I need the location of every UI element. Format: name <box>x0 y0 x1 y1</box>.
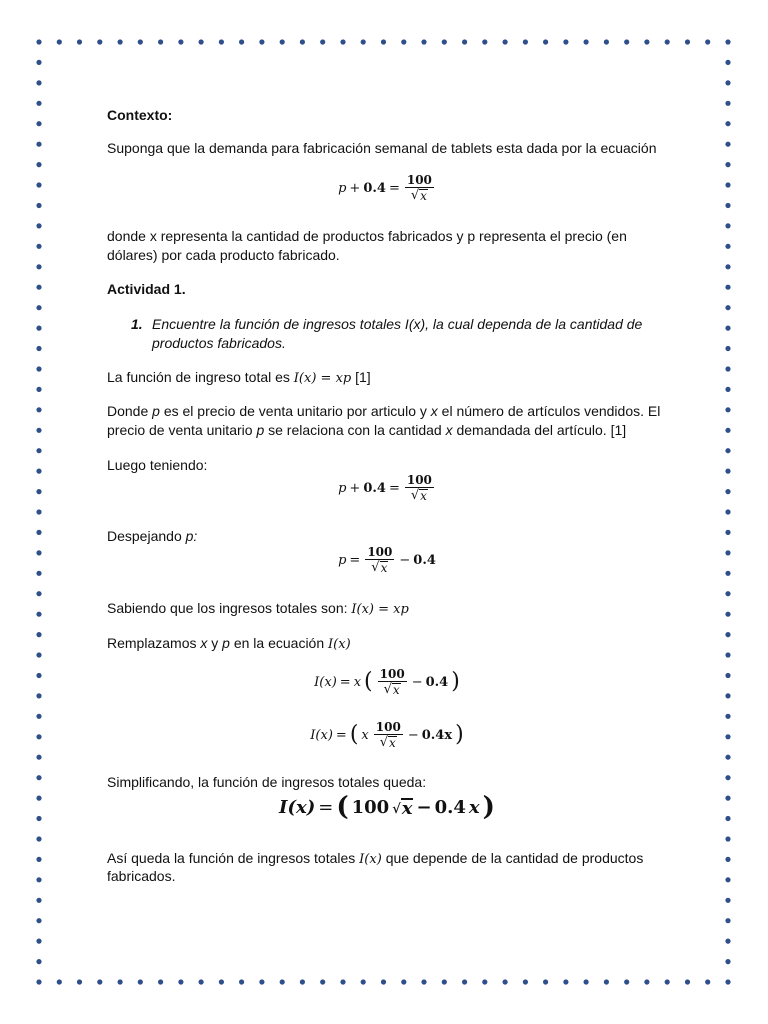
border-dot <box>584 979 589 984</box>
border-dot <box>725 673 730 678</box>
border-dot <box>36 80 41 85</box>
border-dot <box>725 939 730 944</box>
border-dot <box>199 979 204 984</box>
border-dot <box>482 39 487 44</box>
border-dot <box>725 162 730 167</box>
border-dot <box>36 223 41 228</box>
border-dot <box>300 979 305 984</box>
total-income-statement: La función de ingreso total es I(x) = xp [1] <box>107 369 371 386</box>
border-dot <box>705 39 710 44</box>
border-dot <box>442 979 447 984</box>
border-dot <box>239 979 244 984</box>
border-dot <box>36 857 41 862</box>
border-dot <box>725 39 730 44</box>
border-dot <box>725 591 730 596</box>
border-dot <box>563 979 568 984</box>
border-dot <box>36 366 41 371</box>
border-dot <box>36 121 41 126</box>
border-dot <box>36 612 41 617</box>
border-dot <box>725 714 730 719</box>
activity-item-line2: productos fabricados. <box>152 335 286 351</box>
border-dot <box>300 39 305 44</box>
border-dot <box>725 285 730 290</box>
border-dot <box>36 326 41 331</box>
border-dot <box>219 39 224 44</box>
border-dot <box>725 877 730 882</box>
border-dot <box>665 979 670 984</box>
border-dot <box>259 39 264 44</box>
fraction: 100 √ x <box>379 667 405 697</box>
border-dot <box>725 918 730 923</box>
demand-equation: p + 0.4 = 100 √ x <box>338 173 432 203</box>
border-dot <box>725 612 730 617</box>
border-dot <box>462 979 467 984</box>
border-dot <box>320 979 325 984</box>
border-dot <box>36 305 41 310</box>
border-dot <box>725 816 730 821</box>
fraction: 100 √ x <box>406 473 432 503</box>
border-dot <box>685 39 690 44</box>
border-dot <box>725 755 730 760</box>
border-dot <box>725 305 730 310</box>
border-dot <box>725 693 730 698</box>
final-income-equation: I(x) = ( 100 √ x − 0.4 x ) <box>279 792 495 822</box>
border-dot <box>604 979 609 984</box>
border-dot <box>36 979 41 984</box>
demand-equation-repeat: p + 0.4 = 100 √ x <box>338 473 432 503</box>
border-dot <box>725 734 730 739</box>
border-dot <box>36 755 41 760</box>
border-dot <box>219 979 224 984</box>
border-dot <box>36 673 41 678</box>
conclusion-line2: fabricados. <box>107 868 176 884</box>
border-dot <box>178 39 183 44</box>
income-expanded-equation: I(x) = ( x 100 √ x − 0.4x ) <box>310 720 464 750</box>
border-dot <box>725 857 730 862</box>
border-dot <box>36 571 41 576</box>
border-dot <box>36 796 41 801</box>
border-dot <box>158 979 163 984</box>
border-dot <box>36 203 41 208</box>
remplazamos-statement: Remplazamos x y p en la ecuación I(x) <box>107 635 351 652</box>
border-dot <box>725 387 730 392</box>
border-dot <box>36 264 41 269</box>
conclusion-line1: Así queda la función de ingresos totales I(x) que depende de la cantidad de productos <box>107 850 644 867</box>
border-dot <box>725 469 730 474</box>
border-dot <box>725 142 730 147</box>
definition-line2: precio de venta unitario p se relaciona con la cantidad x demandada del artículo. [1] <box>107 422 627 438</box>
border-dot <box>725 448 730 453</box>
border-dot <box>36 182 41 187</box>
border-dot <box>725 632 730 637</box>
border-dot <box>239 39 244 44</box>
fraction: 100 √ x <box>367 545 393 575</box>
border-dot <box>665 39 670 44</box>
border-dot <box>725 366 730 371</box>
border-dot <box>36 285 41 290</box>
fraction: 100 √ x <box>406 173 432 203</box>
border-dot <box>36 714 41 719</box>
border-dot <box>725 509 730 514</box>
border-dot <box>381 979 386 984</box>
border-dot <box>503 39 508 44</box>
sabiendo-statement: Sabiendo que los ingresos totales son: I(x) = xp <box>107 600 409 617</box>
border-dot <box>36 469 41 474</box>
border-dot <box>36 428 41 433</box>
border-dot <box>725 550 730 555</box>
border-dot <box>36 39 41 44</box>
border-dot <box>624 39 629 44</box>
border-dot <box>725 530 730 535</box>
border-dot <box>523 39 528 44</box>
border-dot <box>725 182 730 187</box>
border-dot <box>725 264 730 269</box>
border-dot <box>725 346 730 351</box>
border-dot <box>36 693 41 698</box>
border-dot <box>462 39 467 44</box>
border-dot <box>523 979 528 984</box>
border-dot <box>340 979 345 984</box>
border-dot <box>725 428 730 433</box>
border-dot <box>725 836 730 841</box>
border-dot <box>280 979 285 984</box>
activity-heading: Actividad 1. <box>107 281 186 297</box>
border-dot <box>725 101 730 106</box>
border-dot <box>584 39 589 44</box>
border-dot <box>36 550 41 555</box>
border-dot <box>725 898 730 903</box>
context-intro: Suponga que la demanda para fabricación semanal de tablets esta dada por la ecuación <box>107 140 657 156</box>
border-dot <box>259 979 264 984</box>
border-dot <box>97 979 102 984</box>
border-dot <box>36 530 41 535</box>
border-dot <box>705 979 710 984</box>
border-dot <box>401 979 406 984</box>
border-dot <box>725 203 730 208</box>
border-dot <box>36 60 41 65</box>
border-dot <box>36 142 41 147</box>
border-dot <box>36 591 41 596</box>
border-dot <box>644 39 649 44</box>
border-dot <box>178 979 183 984</box>
border-dot <box>77 39 82 44</box>
border-dot <box>685 979 690 984</box>
activity-item-line1: Encuentre la función de ingresos totales I(x), la cual dependa de la cantidad de <box>152 316 643 332</box>
border-dot <box>421 39 426 44</box>
border-dot <box>503 979 508 984</box>
border-dot <box>158 39 163 44</box>
border-dot <box>36 734 41 739</box>
border-dot <box>725 489 730 494</box>
price-equation: p = 100 √ x − 0.4 <box>338 545 436 575</box>
border-dot <box>138 979 143 984</box>
border-dot <box>725 775 730 780</box>
border-dot <box>36 448 41 453</box>
border-dot <box>36 836 41 841</box>
luego-teniendo: Luego teniendo: <box>107 457 208 473</box>
fraction: 100 √ x <box>375 720 401 750</box>
border-dot <box>138 39 143 44</box>
border-dot <box>57 979 62 984</box>
border-dot <box>644 979 649 984</box>
context-heading: Contexto: <box>107 107 173 123</box>
context-description-line1: donde x representa la cantidad de productos fabricados y p representa el precio (en <box>107 228 627 244</box>
border-dot <box>725 121 730 126</box>
border-dot <box>36 509 41 514</box>
border-dot <box>421 979 426 984</box>
border-dot <box>97 39 102 44</box>
border-dot <box>361 979 366 984</box>
border-dot <box>361 39 366 44</box>
border-dot <box>320 39 325 44</box>
border-dot <box>725 571 730 576</box>
border-dot <box>725 979 730 984</box>
border-dot <box>36 244 41 249</box>
border-dot <box>543 39 548 44</box>
border-dot <box>36 939 41 944</box>
border-dot <box>340 39 345 44</box>
border-dot <box>725 60 730 65</box>
border-dot <box>725 652 730 657</box>
border-dot <box>482 979 487 984</box>
activity-item-number: 1. <box>131 316 143 332</box>
border-dot <box>36 162 41 167</box>
border-dot <box>442 39 447 44</box>
border-dot <box>381 39 386 44</box>
border-dot <box>36 101 41 106</box>
definition-line1: Donde p es el precio de venta unitario por articulo y x el número de artículos vendidos. El <box>107 403 661 419</box>
border-dot <box>118 39 123 44</box>
border-dot <box>624 979 629 984</box>
border-dot <box>36 775 41 780</box>
income-substitution-equation: I(x) = x ( 100 √ x − 0.4 ) <box>314 667 460 697</box>
border-dot <box>36 346 41 351</box>
border-dot <box>280 39 285 44</box>
border-dot <box>57 39 62 44</box>
border-dot <box>36 632 41 637</box>
border-dot <box>36 877 41 882</box>
border-dot <box>563 39 568 44</box>
border-dot <box>36 898 41 903</box>
simplificando-statement: Simplificando, la función de ingresos totales queda: <box>107 774 427 790</box>
border-dot <box>725 244 730 249</box>
border-dot <box>118 979 123 984</box>
context-description-line2: dólares) por cada producto fabricado. <box>107 247 340 263</box>
border-dot <box>36 959 41 964</box>
border-dot <box>36 407 41 412</box>
border-dot <box>36 387 41 392</box>
border-dot <box>725 407 730 412</box>
border-dot <box>36 489 41 494</box>
border-dot <box>36 816 41 821</box>
border-dot <box>36 918 41 923</box>
border-dot <box>77 979 82 984</box>
border-dot <box>725 959 730 964</box>
border-dot <box>401 39 406 44</box>
border-dot <box>725 326 730 331</box>
border-dot <box>725 796 730 801</box>
border-dot <box>725 80 730 85</box>
despejando-p: Despejando p: <box>107 528 198 544</box>
border-dot <box>604 39 609 44</box>
border-dot <box>199 39 204 44</box>
border-dot <box>725 223 730 228</box>
border-dot <box>36 652 41 657</box>
border-dot <box>543 979 548 984</box>
